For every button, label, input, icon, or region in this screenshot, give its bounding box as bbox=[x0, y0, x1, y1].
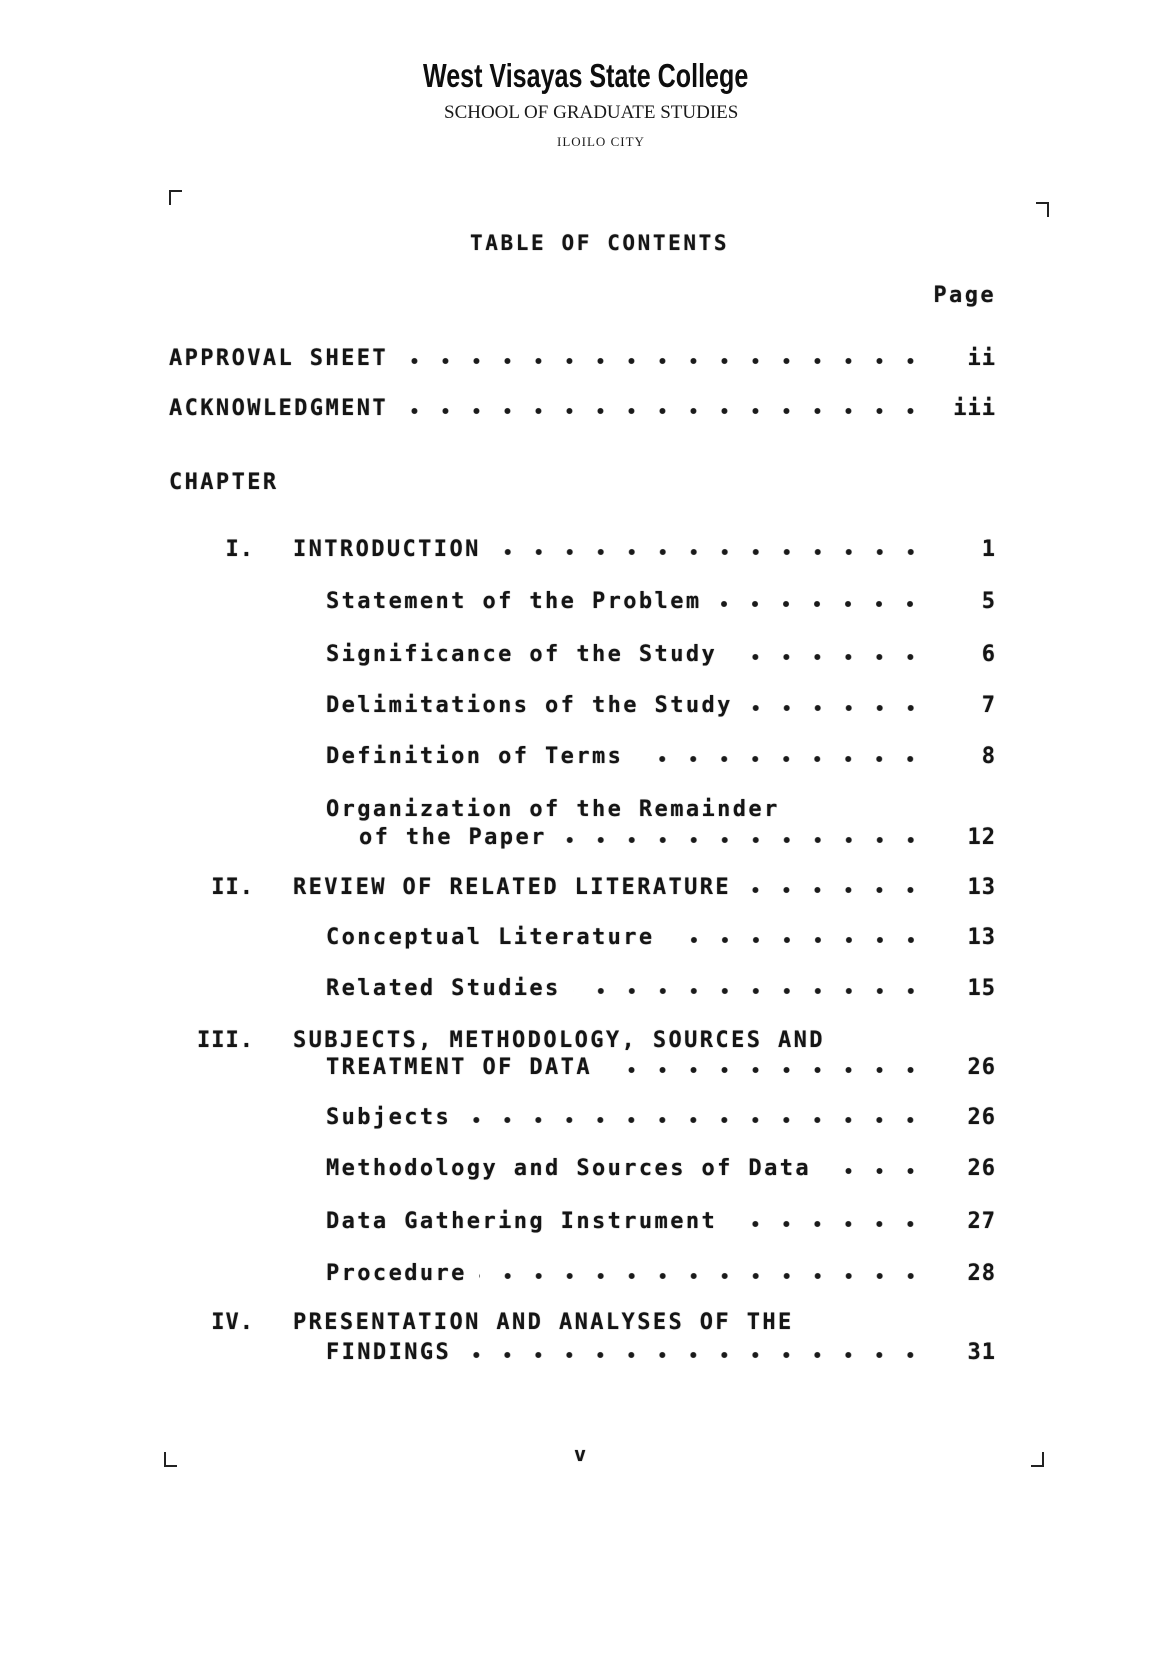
toc-entry-title: APPROVAL SHEET bbox=[169, 346, 389, 371]
section-page: 15 bbox=[967, 976, 996, 1001]
chapter-title: PRESENTATION AND ANALYSES OF THE bbox=[293, 1310, 794, 1335]
section-title: Statement of the Problem bbox=[326, 589, 702, 614]
section-title: Data Gathering Instrument bbox=[326, 1209, 718, 1234]
section-title: Methodology and Sources of Data bbox=[326, 1156, 811, 1181]
dot-leader bbox=[635, 754, 926, 764]
chapter-numeral: III. bbox=[197, 1028, 254, 1053]
section-page: 6 bbox=[981, 642, 996, 667]
chapter-numeral: I. bbox=[225, 537, 254, 562]
dot-leader bbox=[745, 703, 926, 713]
page-number: v bbox=[574, 1442, 589, 1466]
section-title: Delimitations of the Study bbox=[326, 693, 733, 718]
section-page: 12 bbox=[967, 825, 996, 850]
toc-section bbox=[326, 743, 996, 771]
dot-leader bbox=[729, 1219, 926, 1229]
toc-entry-title: ACKNOWLEDGMENT bbox=[169, 396, 389, 421]
section-title-line: Organization of the Remainder bbox=[326, 797, 780, 822]
institution-name: West Visayas State College bbox=[423, 57, 749, 94]
section-title: Significance of the Study bbox=[326, 642, 718, 667]
toc-section bbox=[326, 1208, 996, 1236]
toc-chapter-4-continuation bbox=[326, 1339, 996, 1367]
chapter-heading: CHAPTER bbox=[169, 470, 279, 495]
section-page: 7 bbox=[981, 693, 996, 718]
toc-section bbox=[326, 641, 996, 669]
page-column-heading: Page bbox=[933, 283, 996, 308]
section-title: Definition of Terms bbox=[326, 744, 624, 769]
toc-section bbox=[326, 1104, 996, 1132]
section-title: Related Studies bbox=[326, 976, 561, 1001]
toc-section bbox=[326, 924, 996, 952]
toc-chapter-3 bbox=[180, 1027, 996, 1055]
section-page: 8 bbox=[981, 744, 996, 769]
toc-chapter-2 bbox=[180, 874, 996, 902]
toc-chapter-4 bbox=[180, 1309, 996, 1337]
section-page: 26 bbox=[967, 1156, 996, 1181]
toc-section bbox=[326, 975, 996, 1003]
toc-section bbox=[326, 1260, 996, 1288]
dot-leader bbox=[729, 652, 926, 662]
section-title: Procedure bbox=[326, 1261, 467, 1286]
toc-section bbox=[326, 692, 996, 720]
toc-entry-acknowledgment bbox=[169, 395, 996, 423]
school-name: SCHOOL OF GRADUATE STUDIES bbox=[444, 102, 739, 123]
section-title-continuation: of the Paper bbox=[359, 825, 547, 850]
crop-mark-bottom-right bbox=[1031, 1452, 1044, 1467]
dot-leader bbox=[493, 547, 926, 557]
crop-mark-top-right bbox=[1036, 202, 1049, 217]
toc-section bbox=[359, 824, 996, 852]
dot-leader bbox=[667, 935, 926, 945]
chapter-numeral: IV. bbox=[211, 1310, 254, 1335]
section-title: Subjects bbox=[326, 1105, 452, 1130]
section-page: 5 bbox=[981, 589, 996, 614]
dot-leader bbox=[823, 1166, 926, 1176]
section-title: Conceptual Literature bbox=[326, 925, 655, 950]
toc-title: TABLE OF CONTENTS bbox=[470, 231, 730, 255]
dot-leader bbox=[479, 1271, 926, 1281]
section-page: 27 bbox=[967, 1209, 996, 1234]
dot-leader bbox=[604, 1065, 926, 1075]
toc-chapter-3-continuation bbox=[326, 1054, 996, 1082]
section-page: 28 bbox=[967, 1261, 996, 1286]
chapter-page: 26 bbox=[967, 1055, 996, 1080]
dot-leader bbox=[400, 356, 926, 366]
crop-mark-bottom-left bbox=[164, 1452, 177, 1467]
chapter-page: 13 bbox=[967, 875, 996, 900]
toc-chapter-1 bbox=[180, 536, 996, 564]
toc-entry-page: iii bbox=[953, 396, 996, 421]
crop-mark-top-left bbox=[169, 190, 182, 205]
toc-section bbox=[326, 1155, 996, 1183]
dot-leader bbox=[743, 885, 926, 895]
dot-leader bbox=[400, 406, 926, 416]
dot-leader bbox=[463, 1115, 926, 1125]
chapter-title: SUBJECTS, METHODOLOGY, SOURCES AND bbox=[293, 1028, 825, 1053]
dot-leader bbox=[713, 599, 926, 609]
chapter-page: 31 bbox=[967, 1340, 996, 1365]
dot-leader bbox=[573, 986, 926, 996]
chapter-title-continuation: FINDINGS bbox=[326, 1340, 452, 1365]
chapter-title: REVIEW OF RELATED LITERATURE bbox=[293, 875, 732, 900]
toc-entry-page: ii bbox=[967, 346, 996, 371]
chapter-numeral: II. bbox=[211, 875, 254, 900]
section-page: 26 bbox=[967, 1105, 996, 1130]
dot-leader bbox=[463, 1350, 926, 1360]
toc-section bbox=[326, 588, 996, 616]
chapter-page: 1 bbox=[981, 537, 996, 562]
toc-entry-approval-sheet bbox=[169, 345, 996, 373]
dot-leader bbox=[559, 835, 926, 845]
city-name: ILOILO CITY bbox=[557, 134, 645, 149]
section-page: 13 bbox=[967, 925, 996, 950]
chapter-title: INTRODUCTION bbox=[293, 537, 481, 562]
chapter-title-continuation: TREATMENT OF DATA bbox=[326, 1055, 592, 1080]
